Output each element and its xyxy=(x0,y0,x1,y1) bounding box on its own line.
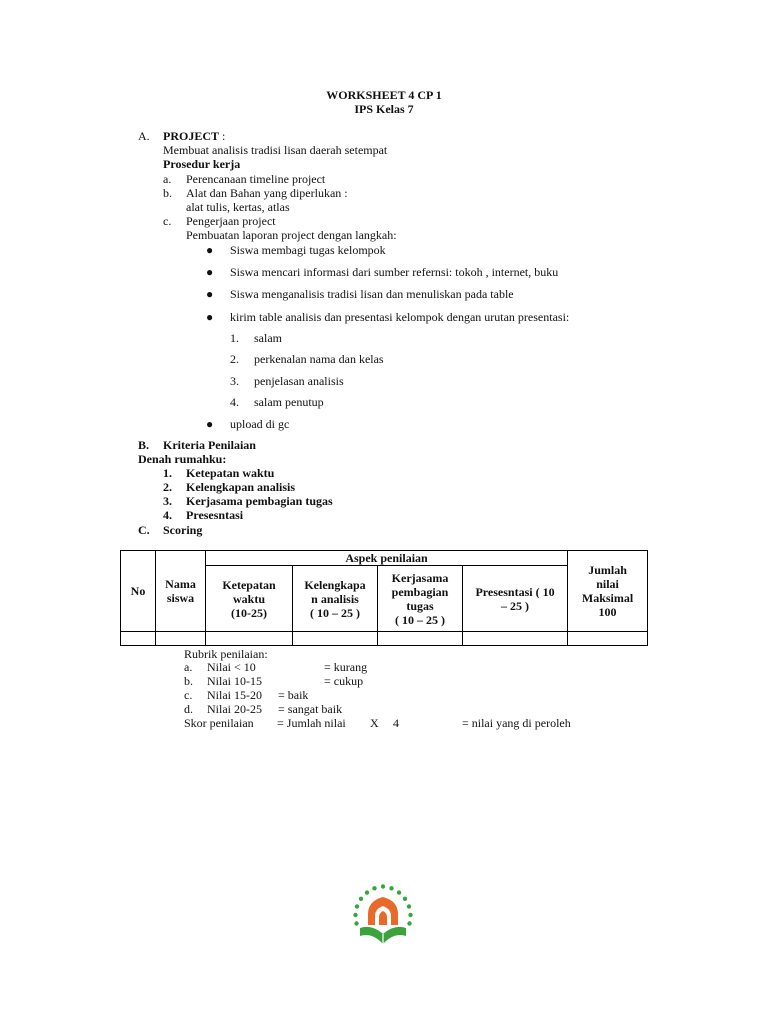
score-formula-result: = nilai yang di peroleh xyxy=(462,716,571,730)
order-num: 1. xyxy=(230,331,239,345)
procedure-item-c: Pengerjaan project xyxy=(186,214,276,228)
procedure-title: Prosedur kerja xyxy=(163,157,241,171)
criteria-num: 3. xyxy=(163,494,172,508)
criteria-num: 2. xyxy=(163,480,172,494)
section-a-letter: A. xyxy=(138,129,150,143)
school-logo-icon xyxy=(352,884,414,950)
header-ketepatan-waktu: Ketepatan waktu (10-25) xyxy=(206,566,293,632)
bullet-item: Siswa mencari informasi dari sumber refernsi: tokoh , internet, buku xyxy=(230,265,559,279)
criteria-item: Kelengkapan analisis xyxy=(186,480,296,494)
score-formula-times: X xyxy=(370,716,379,730)
bullet-icon: ● xyxy=(206,417,214,431)
section-b-letter: B. xyxy=(138,438,150,452)
procedure-letter-c: c. xyxy=(163,214,172,228)
rubrik-result: = baik xyxy=(278,688,309,702)
rubrik-result: = kurang xyxy=(324,660,368,674)
bullet-item: Siswa menganalisis tradisi lisan dan menuliskan pada table xyxy=(230,287,514,301)
header-no: No xyxy=(121,551,156,632)
rubrik-result: = cukup xyxy=(324,674,364,688)
criteria-item: Ketepatan waktu xyxy=(186,466,275,480)
bullet-item: Siswa membagi tugas kelompok xyxy=(230,243,386,257)
procedure-letter-b: b. xyxy=(163,186,172,200)
bullet-icon: ● xyxy=(206,310,214,324)
bullet-icon: ● xyxy=(206,265,214,279)
section-c-letter: C. xyxy=(138,523,150,537)
worksheet-title: WORKSHEET 4 CP 1 xyxy=(326,88,442,102)
criteria-num: 1. xyxy=(163,466,172,480)
procedure-letter-a: a. xyxy=(163,172,172,186)
section-c-title: Scoring xyxy=(163,523,203,537)
header-aspek-penilaian: Aspek penilaian xyxy=(206,551,568,566)
header-nama-siswa: Nama siswa xyxy=(156,551,206,632)
rubrik-title: Rubrik penilaian: xyxy=(184,647,268,661)
header-kerjasama: Kerjasama pembagian tugas ( 10 – 25 ) xyxy=(378,566,463,632)
procedure-item-a: Perencanaan timeline project xyxy=(186,172,326,186)
order-num: 2. xyxy=(230,352,239,366)
order-item: penjelasan analisis xyxy=(254,374,344,388)
criteria-num: 4. xyxy=(163,508,172,522)
header-presentasi: Presesntasi ( 10 – 25 ) xyxy=(463,566,568,632)
materials-list: alat tulis, kertas, atlas xyxy=(186,200,290,214)
score-formula-label: Skor penilaian xyxy=(184,716,254,730)
rubrik-letter: b. xyxy=(184,674,193,688)
section-b-subtitle: Denah rumahku: xyxy=(138,452,227,466)
rubrik-label: Nilai < 10 xyxy=(207,660,256,674)
header-kelengkapan-analisis: Kelengkapa n analisis ( 10 – 25 ) xyxy=(293,566,378,632)
criteria-item: Presesntasi xyxy=(186,508,244,522)
score-formula-multiplier: 4 xyxy=(393,716,399,730)
score-formula-sum: = Jumlah nilai xyxy=(277,716,346,730)
report-intro: Pembuatan laporan project dengan langkah: xyxy=(186,228,397,242)
rubrik-label: Nilai 10-15 xyxy=(207,674,262,688)
section-a-heading xyxy=(163,129,225,143)
bullet-item: kirim table analisis dan presentasi kelompok dengan urutan presentasi: xyxy=(230,310,570,324)
section-a-colon: : xyxy=(222,129,226,143)
order-num: 3. xyxy=(230,374,239,388)
rubrik-label: Nilai 15-20 xyxy=(207,688,262,702)
rubrik-letter: a. xyxy=(184,660,193,674)
order-num: 4. xyxy=(230,395,239,409)
order-item: salam xyxy=(254,331,282,345)
section-a-title: PROJECT xyxy=(163,129,220,143)
rubrik-label: Nilai 20-25 xyxy=(207,702,262,716)
section-b-title: Kriteria Penilaian xyxy=(163,438,256,452)
rubrik-letter: c. xyxy=(184,688,193,702)
scoring-table xyxy=(120,550,648,646)
order-item: salam penutup xyxy=(254,395,324,409)
order-item: perkenalan nama dan kelas xyxy=(254,352,384,366)
bullet-icon: ● xyxy=(206,287,214,301)
rubrik-letter: d. xyxy=(184,702,193,716)
table-row xyxy=(121,632,648,646)
bullet-item: upload di gc xyxy=(230,417,290,431)
procedure-item-b: Alat dan Bahan yang diperlukan : xyxy=(186,186,348,200)
bullet-icon: ● xyxy=(206,243,214,257)
header-jumlah-nilai: Jumlah nilai Maksimal 100 xyxy=(568,551,648,632)
criteria-item: Kerjasama pembagian tugas xyxy=(186,494,333,508)
project-description: Membuat analisis tradisi lisan daerah setempat xyxy=(163,143,388,157)
worksheet-subtitle: IPS Kelas 7 xyxy=(354,102,414,116)
rubrik-result: = sangat baik xyxy=(278,702,343,716)
